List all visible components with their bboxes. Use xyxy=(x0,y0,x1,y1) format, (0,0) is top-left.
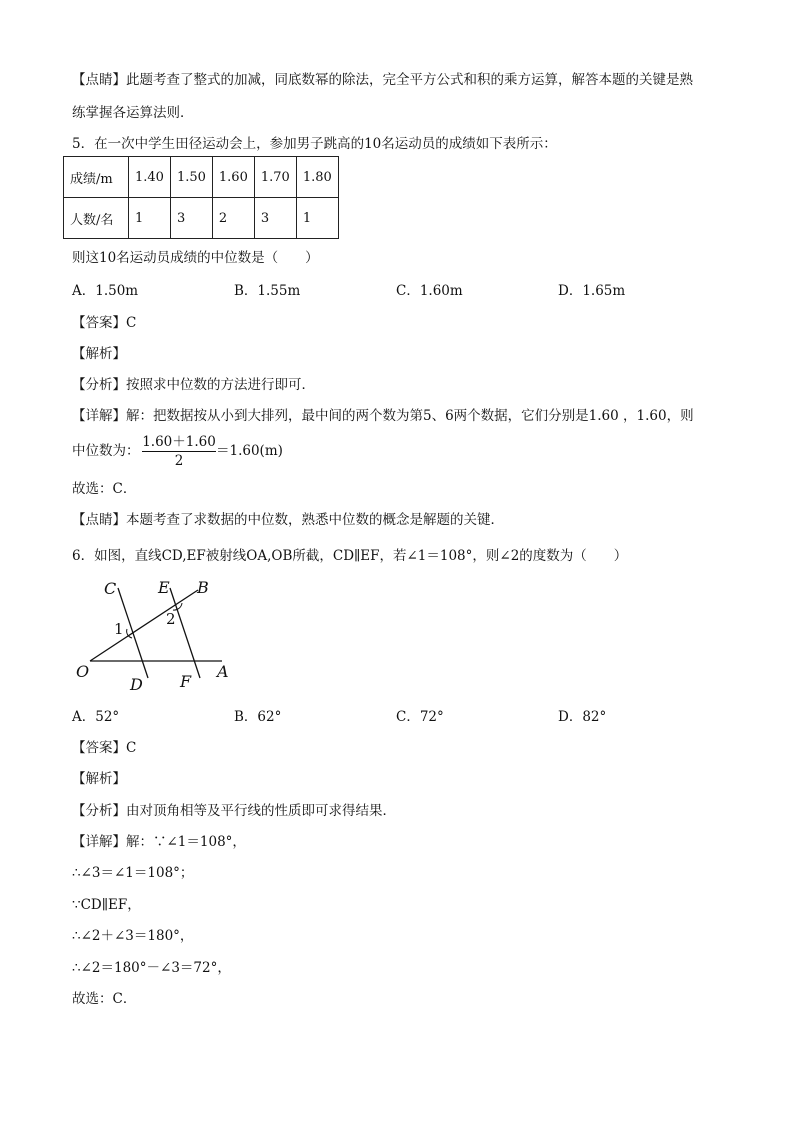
median-fraction xyxy=(142,430,216,469)
table-cell: 成绩/m xyxy=(64,157,129,198)
table-cell: 1.60 xyxy=(212,157,254,198)
step-line: ∴∠3＝∠1＝108°； xyxy=(72,865,194,881)
dianjing-line-1: 【点睛】此题考查了整式的加减，同底数幂的除法，完全平方公式和积的乘方运算，解答本题的关键是熟 xyxy=(72,72,693,88)
choose-line: 故选：C． xyxy=(72,991,137,1007)
option-a: A．52° xyxy=(72,709,120,725)
scores-table xyxy=(63,156,339,239)
geometry-figure xyxy=(70,570,240,695)
table-cell: 人数/名 xyxy=(64,198,129,239)
option-c: C．1.60m xyxy=(396,283,463,299)
table-cell: 1.70 xyxy=(254,157,296,198)
table-row xyxy=(64,198,339,239)
dianjing-line: 【点睛】本题考查了求数据的中位数，熟悉中位数的概念是解题的关键． xyxy=(72,512,504,528)
option-d: D．82° xyxy=(558,709,607,725)
option-b: B．1.55m xyxy=(234,283,301,299)
analysis-label: 【解析】 xyxy=(72,771,126,787)
detail-line-1: 【详解】解：把数据按从小到大排列，最中间的两个数为第5、6两个数据，它们分别是1.60 ，1.60，则 xyxy=(72,408,694,424)
step-line: 【详解】解：∵∠1＝108°， xyxy=(72,834,246,850)
option-b: B．62° xyxy=(234,709,282,725)
table-row xyxy=(64,157,339,198)
option-c: C．72° xyxy=(396,709,444,725)
label-d: D xyxy=(130,675,143,694)
ray-ob xyxy=(90,590,198,661)
table-cell: 1 xyxy=(296,198,338,239)
label-f: F xyxy=(180,672,192,691)
fraction-result: ＝1.60(m) xyxy=(216,443,283,459)
table-cell: 3 xyxy=(170,198,212,239)
step-line: ∵CD∥EF， xyxy=(72,897,141,913)
step-line: ∴∠2＝180°－∠3＝72°， xyxy=(72,960,231,976)
step-line: ∴∠2＋∠3＝180°， xyxy=(72,928,194,944)
choose-line: 故选：C． xyxy=(72,481,137,497)
detail-line-2-prefix: 中位数为： xyxy=(72,443,140,459)
option-a: A．1.50m xyxy=(72,283,139,299)
fenxi-line: 【分析】由对顶角相等及平行线的性质即可求得结果． xyxy=(72,803,396,819)
option-d: D．1.65m xyxy=(558,283,626,299)
label-a: A xyxy=(217,662,229,681)
question-5-prompt: 则这10名运动员成绩的中位数是（ ） xyxy=(72,250,319,266)
label-angle-1: 1 xyxy=(114,620,124,638)
question-6-stem: 6．如图，直线CD,EF被射线OA,OB所截，CD∥EF，若∠1＝108°，则∠2的度数为（ ） xyxy=(72,548,628,564)
table-cell: 1 xyxy=(129,198,171,239)
label-c: C xyxy=(104,579,117,598)
label-e: E xyxy=(158,578,170,597)
answer-label: 【答案】C xyxy=(72,740,137,756)
analysis-label: 【解析】 xyxy=(72,346,126,362)
label-o: O xyxy=(76,662,90,681)
answer-label: 【答案】C xyxy=(72,315,137,331)
table-cell: 2 xyxy=(212,198,254,239)
label-b: B xyxy=(197,578,209,597)
table-cell: 1.40 xyxy=(129,157,171,198)
table-cell: 3 xyxy=(254,198,296,239)
fenxi-line: 【分析】按照求中位数的方法进行即可． xyxy=(72,377,315,393)
question-5-stem: 5．在一次中学生田径运动会上，参加男子跳高的10名运动员的成绩如下表所示： xyxy=(72,136,557,152)
table-cell: 1.80 xyxy=(296,157,338,198)
dianjing-line-2: 练掌握各运算法则． xyxy=(72,105,194,121)
line-ef xyxy=(170,588,200,678)
fraction-denominator: 2 xyxy=(174,453,184,469)
fraction-numerator: 1.60＋1.60 xyxy=(142,430,216,452)
table-cell: 1.50 xyxy=(170,157,212,198)
label-angle-2: 2 xyxy=(166,610,176,628)
